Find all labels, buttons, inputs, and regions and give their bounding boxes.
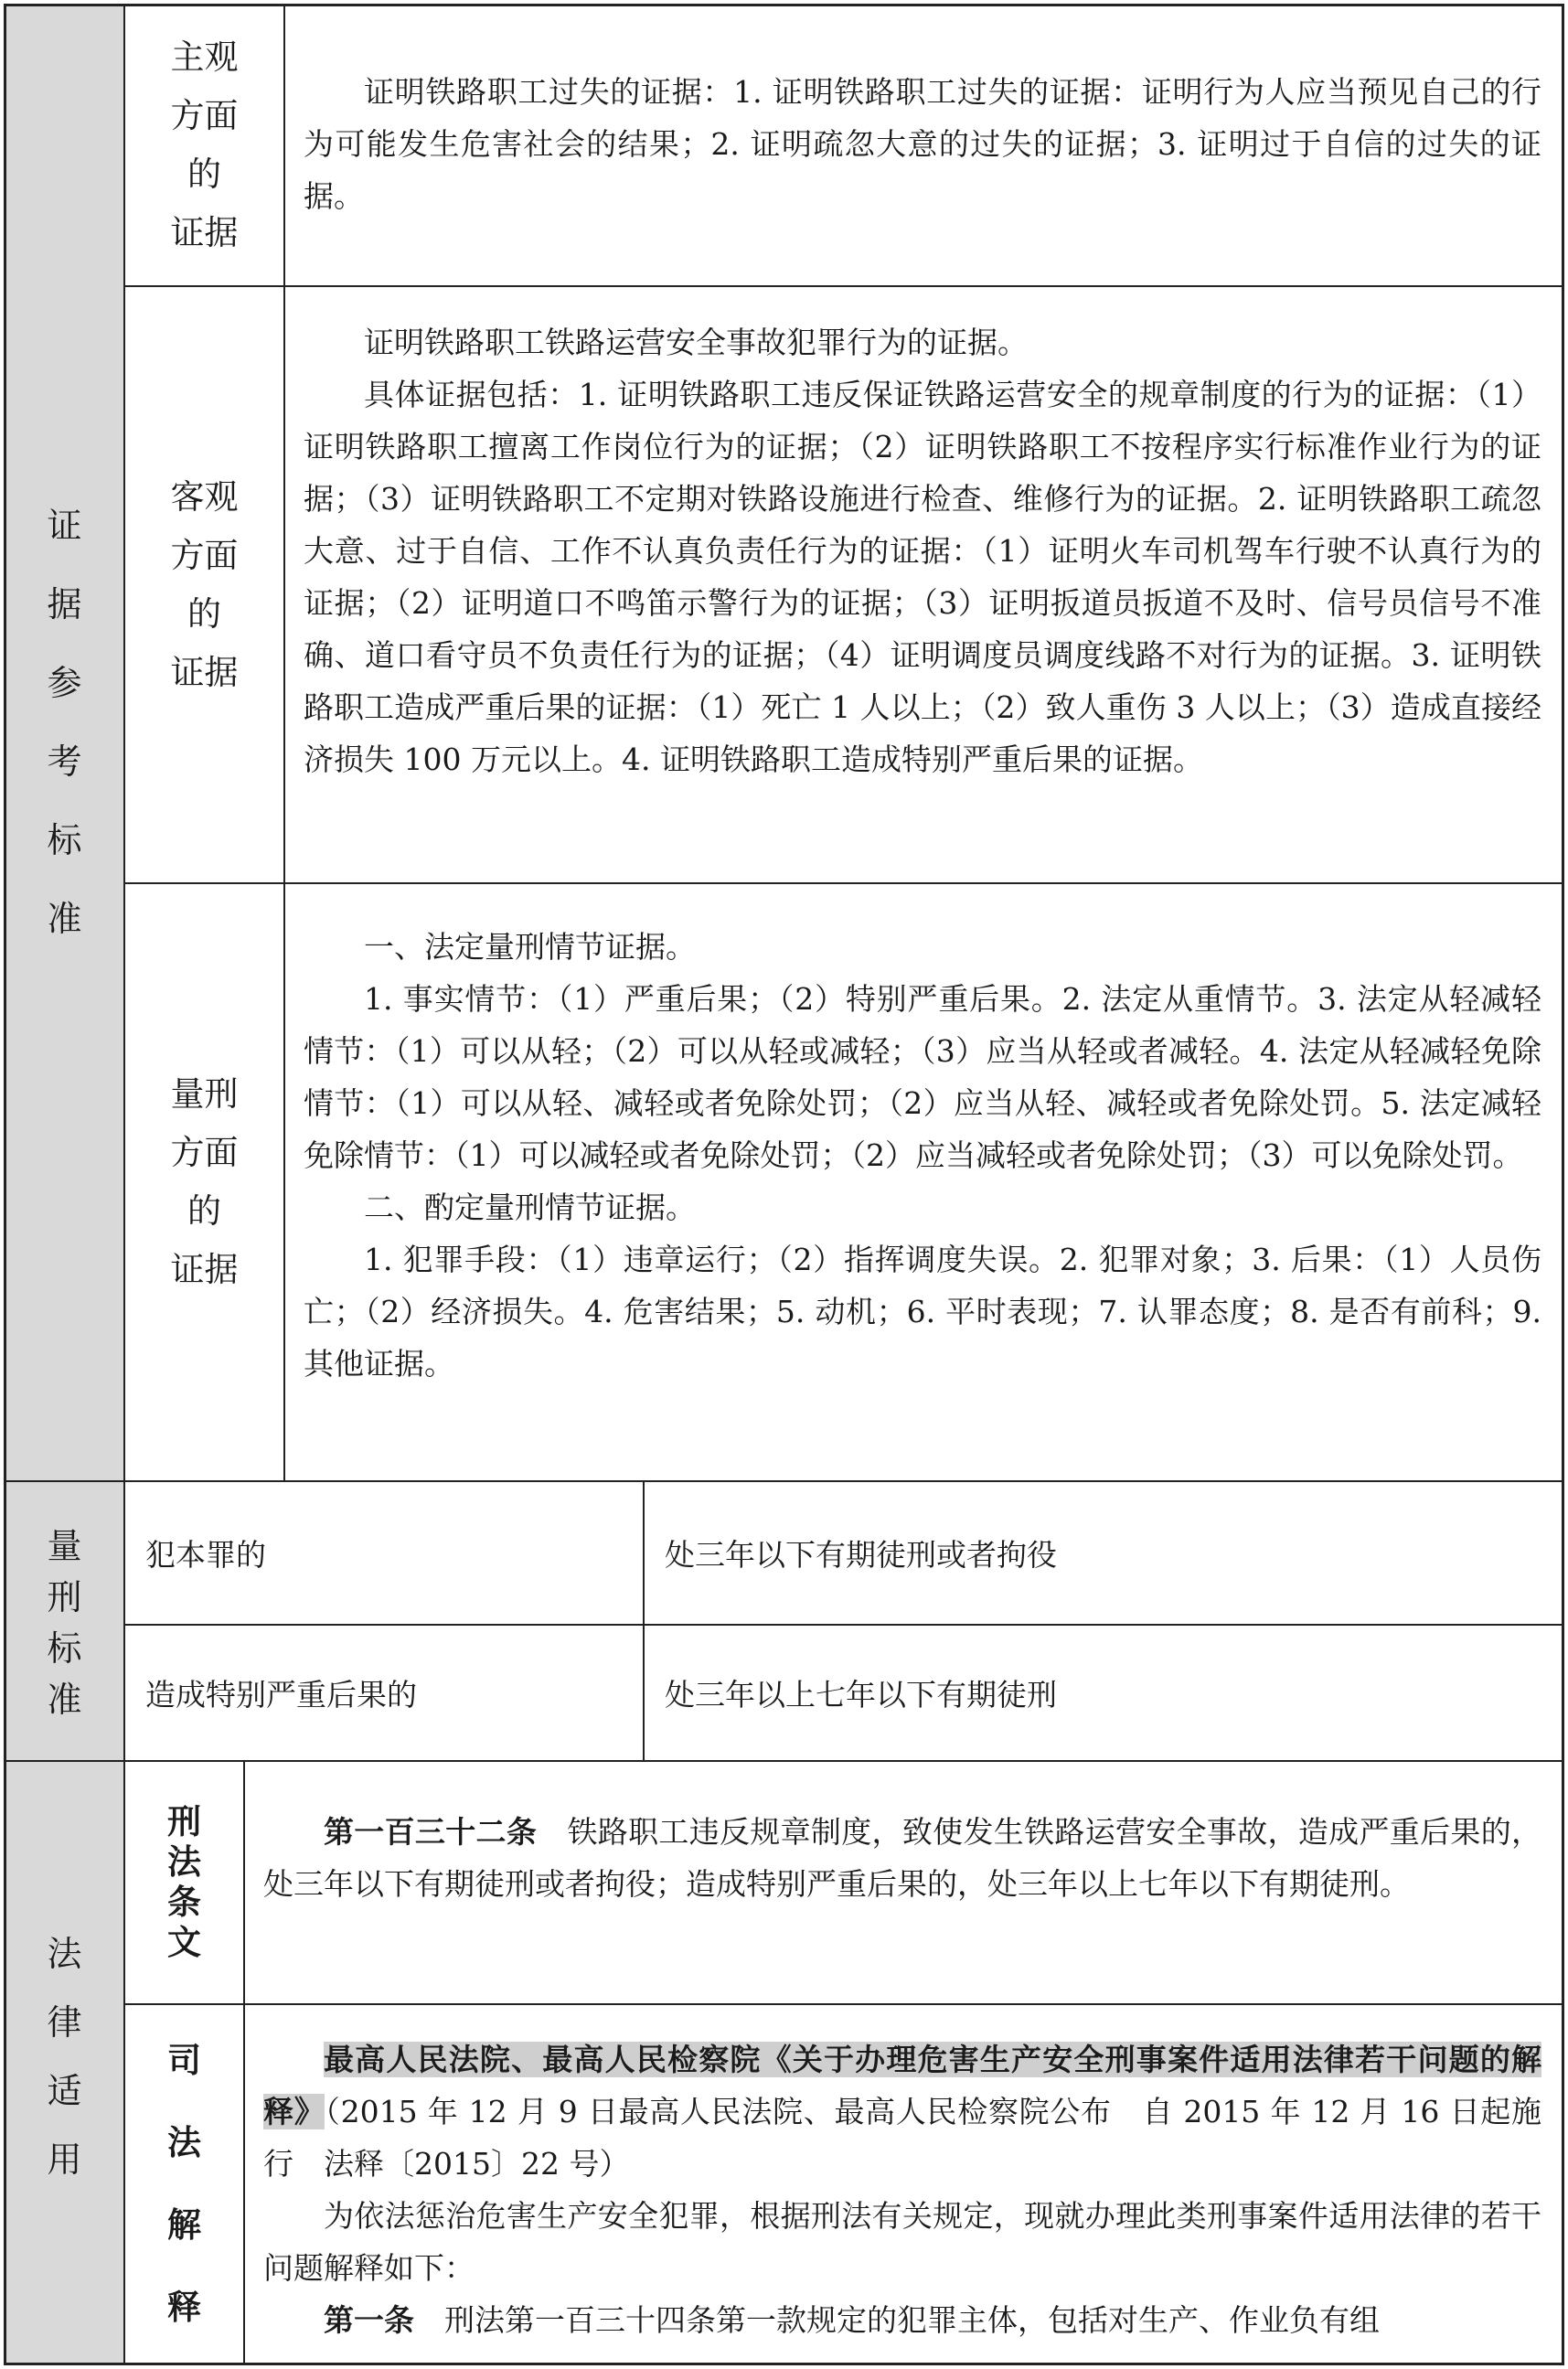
- judicial-label-line1: 司: [167, 2041, 201, 2080]
- standard-row2-condition-text: 造成特别严重后果的: [145, 1677, 417, 1713]
- criminal-label: [125, 1762, 243, 2003]
- objective-label-line2: 方面: [170, 535, 239, 575]
- subjective-label-line3: 的: [187, 155, 221, 194]
- judicial-label-line4: 释: [167, 2288, 201, 2327]
- sentencing-content: [285, 921, 1562, 1390]
- judicial-art1: [263, 2294, 1541, 2346]
- subjective-label-line2: 方面: [170, 96, 239, 135]
- objective-p1: 证明铁路职工铁路运营安全事故犯罪行为的证据。: [364, 325, 1028, 360]
- judicial-doc-meta: （2015 年 12 月 9 日最高人民法院、最高人民检察院公布 自 2015 年 12 月 16 日起施行 法释〔2015〕22 号）: [263, 2094, 1542, 2182]
- criminal-label-line1: 刑: [167, 1802, 201, 1841]
- standard-row1-condition: [125, 1482, 643, 1624]
- row-divider-2: [123, 882, 1563, 884]
- sentencing-p1: 一、法定量刑情节证据。: [364, 929, 696, 965]
- judicial-label: [125, 2005, 243, 2364]
- standard-row2-penalty-text: 处三年以上七年以下有期徒刑: [665, 1677, 1057, 1713]
- judicial-content: [245, 2033, 1562, 2346]
- criminal-article-text: 铁路职工违反规章制度，致使发生铁路运营安全事故，造成严重后果的，处三年以下有期徒刑或者拘役；造成特别严重后果的，处三年以上七年以下有期徒刑。: [263, 1814, 1542, 1902]
- sentencing-label: [125, 884, 283, 1480]
- row-divider-1: [123, 285, 1563, 287]
- judicial-label-line3: 解: [167, 2205, 201, 2245]
- criminal-article-number: 第一百三十二条: [324, 1814, 538, 1850]
- evidence-section-label: [5, 485, 124, 960]
- objective-content: [285, 316, 1562, 785]
- objective-label-line3: 的: [187, 593, 221, 634]
- subjective-label-line4: 证据: [170, 213, 239, 252]
- standard-row1-penalty-text: 处三年以下有期徒刑或者拘役: [665, 1537, 1057, 1573]
- standard-section-label: [5, 1499, 124, 1746]
- criminal-label-line2: 法: [167, 1842, 201, 1882]
- subjective-label-line1: 主观: [170, 37, 239, 77]
- criminal-content: [245, 1806, 1562, 1910]
- sentencing-p2: 1. 事实情节：（1）严重后果；（2）特别严重后果。2. 法定从重情节。3. 法定从轻减轻情节：（1）可以从轻；（2）可以从轻或减轻；（3）应当从轻或者减轻。4. 法定从轻减轻免除情节：（1）可以从轻、减轻或者免除处罚；（2）应当从轻、减轻或者免除处罚。5. 法定减轻免除情节：（1）可以减轻或者免除处罚；（2）应当减轻或者免除处罚；（3）可以免除处罚。: [304, 981, 1541, 1173]
- sentencing-p4: 1. 犯罪手段：（1）违章运行；（2）指挥调度失误。2. 犯罪对象；3. 后果：（1）人员伤亡；（2）经济损失。4. 危害结果；5. 动机；6. 平时表现；7. 认罪态度；8. 是否有前科；9. 其他证据。: [304, 1242, 1541, 1382]
- objective-p2: 具体证据包括：1. 证明铁路职工违反保证铁路运营安全的规章制度的行为的证据：（1）证明铁路职工擅离工作岗位行为的证据；（2）证明铁路职工不按程序实行标准作业行为的证据；（3）证明铁路职工不定期对铁路设施进行检查、维修行为的证据。2. 证明铁路职工疏忽大意、过于自信、工作不认真负责任行为的证据：（1）证明火车司机驾车行驶不认真行为的证据；（2）证明道口不鸣笛示警行为的证据；（3）证明扳道员扳道不及时、信号员信号不准确、道口看守员不负责任行为的证据；（4）证明调度员调度线路不对行为的证据。3. 证明铁路职工造成严重后果的证据：（1）死亡 1 人以上；（2）致人重伤 3 人以上；（3）造成直接经济损失 100 万元以上。4. 证明铁路职工造成特别严重后果的证据。: [304, 377, 1541, 777]
- row-divider-6: [123, 2003, 1563, 2005]
- sentencing-label-line4: 证据: [170, 1250, 239, 1289]
- judicial-doc-title: 最高人民法院、最高人民检察院《关于办理危害生产安全刑事案件适用法律若干问题的解释》: [263, 2042, 1541, 2129]
- judicial-label-line2: 法: [167, 2123, 201, 2162]
- judicial-art1-number: 第一条: [324, 2302, 414, 2338]
- criminal-label-line4: 文: [167, 1923, 201, 1962]
- law-section-label-text: 法 律 适 用: [47, 1934, 82, 2180]
- objective-label-line1: 客观: [170, 476, 239, 517]
- subjective-label: [125, 5, 283, 285]
- objective-label-line4: 证据: [170, 652, 239, 692]
- law-section-label: [5, 1915, 124, 2199]
- objective-label: [125, 287, 283, 882]
- judicial-doc: [263, 2033, 1541, 2190]
- subjective-text: 证明铁路职工过失的证据：1. 证明铁路职工过失的证据：证明行为人应当预见自己的行为可能发生危害社会的结果；2. 证明疏忽大意的过失的证据；3. 证明过于自信的过失的证据。: [304, 74, 1541, 214]
- subjective-content: [285, 66, 1562, 222]
- standard-row2-penalty: [645, 1626, 1562, 1760]
- evidence-section-label-text: 证 据 参 考 标 准: [47, 506, 82, 939]
- sentencing-label-line3: 的: [187, 1191, 221, 1231]
- sentencing-label-line1: 量刑: [170, 1074, 239, 1114]
- judicial-p2: 为依法惩治危害生产安全犯罪，根据刑法有关规定，现就办理此类刑事案件适用法律的若干问题解释如下：: [263, 2198, 1541, 2286]
- sentencing-label-line2: 方面: [170, 1133, 239, 1172]
- standard-row2-condition: [125, 1626, 643, 1760]
- standard-row1-condition-text: 犯本罪的: [145, 1537, 266, 1573]
- border-right: [1562, 4, 1564, 2365]
- standard-row1-penalty: [645, 1482, 1562, 1624]
- criminal-label-line3: 条: [167, 1883, 201, 1922]
- criminal-text: [263, 1806, 1541, 1910]
- judicial-art1-text: 刑法第一百三十四条第一款规定的犯罪主体，包括对生产、作业负有组: [414, 2302, 1380, 2338]
- sentencing-p3: 二、酌定量刑情节证据。: [364, 1190, 696, 1225]
- standard-section-label-text: 量 刑 标 准: [47, 1526, 82, 1720]
